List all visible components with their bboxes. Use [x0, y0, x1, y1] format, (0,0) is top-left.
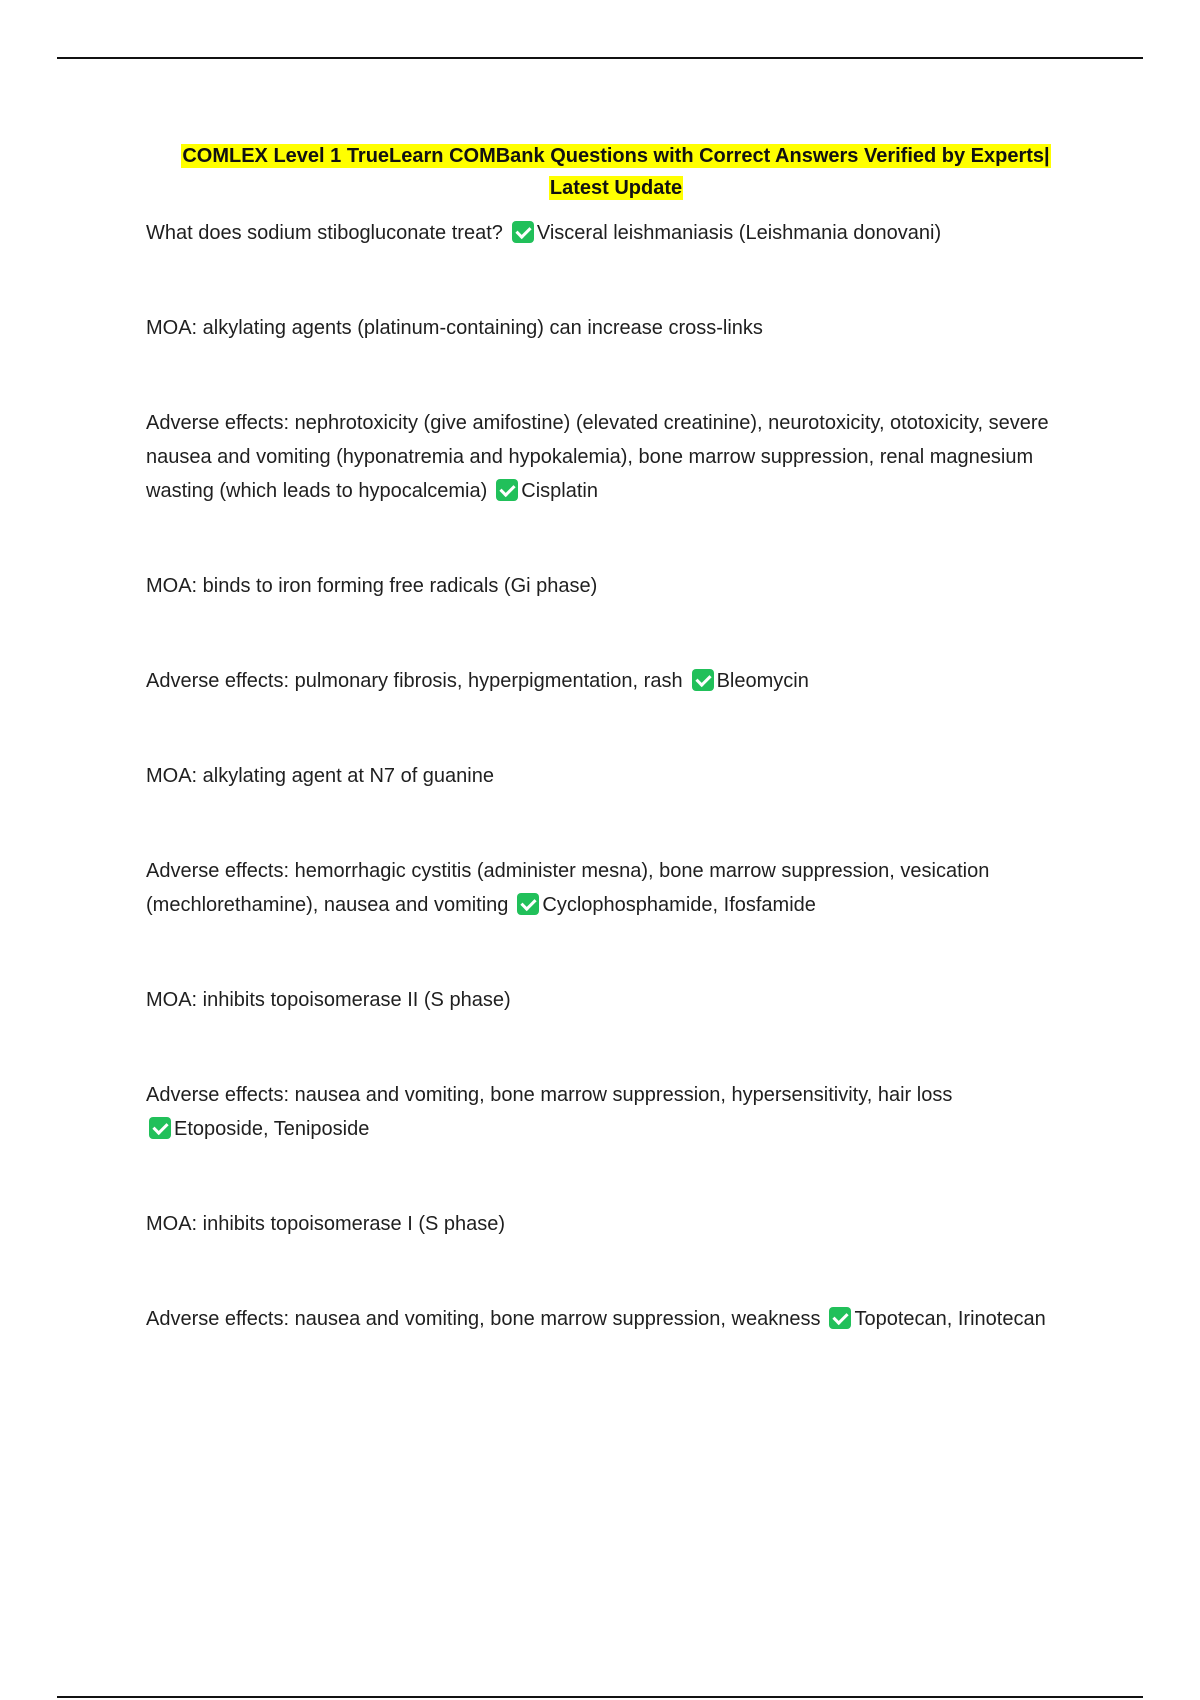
question-text: Adverse effects: nephrotoxicity (give amifostine) (elevated creatinine), neurotoxicity, ototoxicity, severe nausea and vomiting (hyponatremia and hypokalemia), bone marrow suppression, renal magnesium wasting (which leads to hypocalcemia): [146, 412, 1049, 502]
question-text: Adverse effects: nausea and vomiting, bone marrow suppression, hypersensitivity, hair loss: [146, 1084, 953, 1106]
document-page: [146, 140, 1086, 1397]
question-text: What does sodium stibogluconate treat?: [146, 222, 503, 244]
check-mark-icon: [517, 893, 539, 915]
qa-entry: [146, 311, 1086, 345]
answer-text: Etoposide, Teniposide: [174, 1118, 370, 1140]
question-text: MOA: inhibits topoisomerase II (S phase): [146, 989, 511, 1011]
question-text: MOA: binds to iron forming free radicals (Gi phase): [146, 575, 598, 597]
check-mark-icon: [829, 1307, 851, 1329]
check-mark-icon: [149, 1117, 171, 1139]
answer-text: Visceral leishmaniasis (Leishmania donovani): [536, 222, 942, 244]
question-text: MOA: inhibits topoisomerase I (S phase): [146, 1213, 506, 1235]
question-text: Adverse effects: nausea and vomiting, bone marrow suppression, weakness: [146, 1308, 821, 1330]
footer-rule: [57, 1696, 1143, 1698]
answer-text: Topotecan, Irinotecan: [854, 1308, 1046, 1330]
question-text: Adverse effects: pulmonary fibrosis, hyperpigmentation, rash: [146, 670, 683, 692]
answer-text: Cisplatin: [521, 480, 598, 502]
header-rule: [57, 57, 1143, 59]
question-text: MOA: alkylating agents (platinum-containing) can increase cross-links: [146, 317, 763, 339]
qa-entry: [146, 1207, 1086, 1241]
qa-entry: [146, 406, 1086, 508]
qa-entry: [146, 216, 1086, 250]
title-line-2: Latest Update: [549, 177, 683, 199]
answer-text: Bleomycin: [716, 670, 809, 692]
qa-entry: [146, 983, 1086, 1017]
title-line-1: COMLEX Level 1 TrueLearn COMBank Questions with Correct Answers Verified by Experts|: [182, 145, 1050, 167]
qa-entry: [146, 1302, 1086, 1336]
document-title: [146, 140, 1086, 204]
qa-entry: [146, 569, 1086, 603]
question-text: MOA: alkylating agent at N7 of guanine: [146, 765, 494, 787]
check-mark-icon: [496, 479, 518, 501]
question-text: Adverse effects: hemorrhagic cystitis (administer mesna), bone marrow suppression, vesication (mechlorethamine), nausea and vomiting: [146, 860, 990, 916]
qa-entry: [146, 1078, 1086, 1146]
check-mark-icon: [512, 221, 534, 243]
check-mark-icon: [692, 669, 714, 691]
qa-entry: [146, 759, 1086, 793]
qa-entry: [146, 664, 1086, 698]
answer-text: Cyclophosphamide, Ifosfamide: [542, 894, 816, 916]
qa-entry: [146, 854, 1086, 922]
